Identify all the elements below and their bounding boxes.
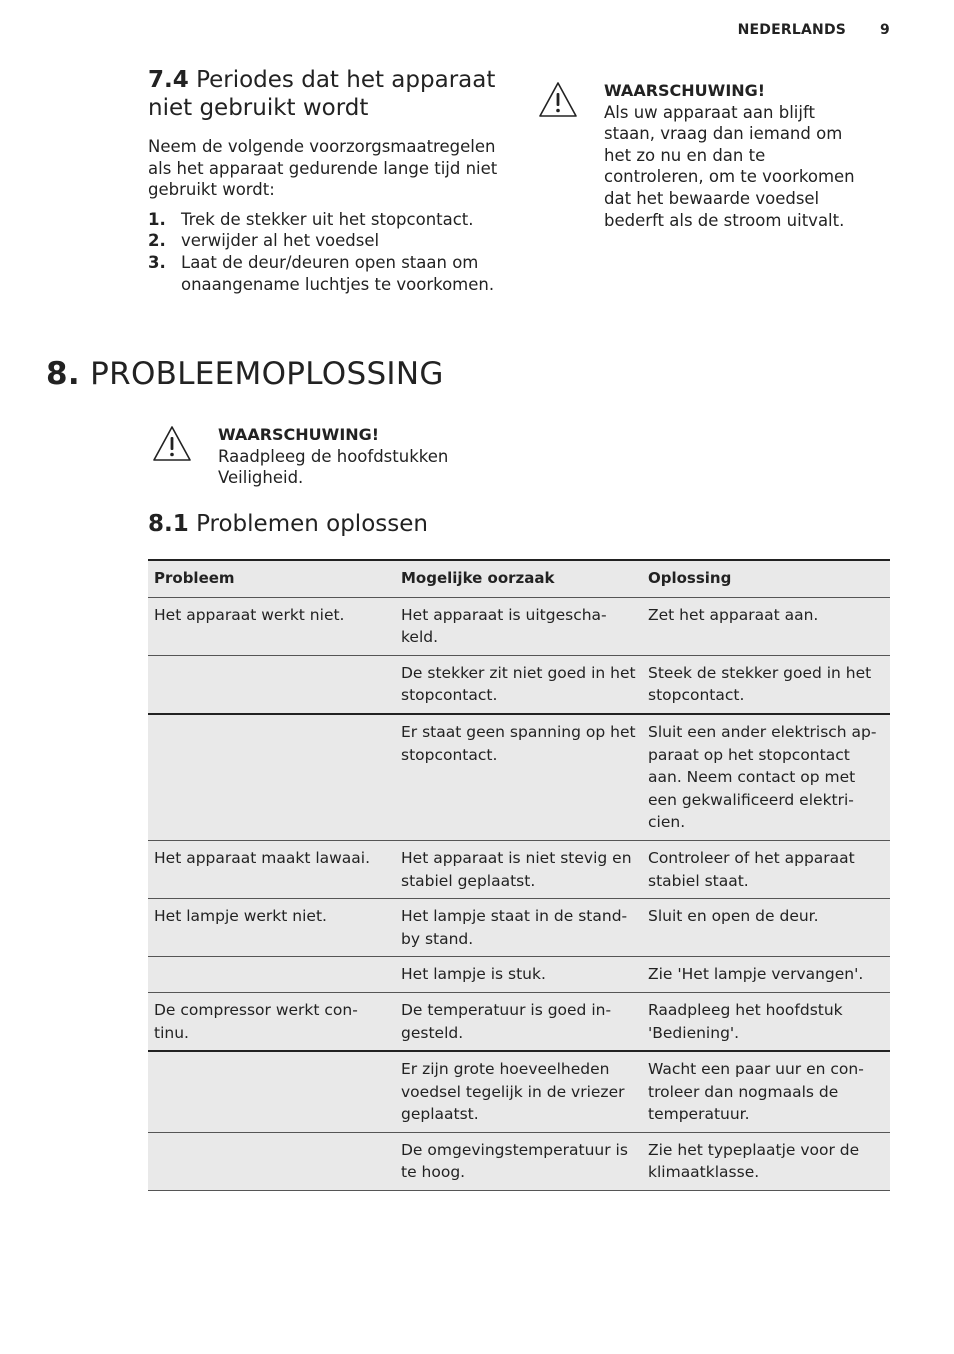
table-row: [148, 957, 890, 993]
cell-probleem: Het apparaat maakt lawaai.: [154, 848, 371, 867]
cell-oplossing: Sluit en open de deur.: [648, 907, 819, 926]
cell-probleem: [148, 714, 395, 840]
table-row: [148, 840, 890, 898]
section-8-1-number: 8.1: [148, 511, 189, 537]
cell-oorzaak: Het apparaat is niet stevig en stabiel geplaatst.: [401, 848, 632, 890]
cell-oplossing: Zie het typeplaatje voor de klimaatklasse.: [648, 1140, 860, 1182]
step-text: Trek de stekker uit het stopcontact.: [181, 209, 474, 229]
warning-box-right: [538, 80, 858, 231]
section-8-1-heading: [148, 510, 428, 538]
table-row: [148, 714, 890, 840]
list-item: [148, 209, 498, 231]
section-7-4-intro: Neem de volgende voorzorgsmaatregelen als het apparaat gedurende lange tijd niet gebruikt wordt:: [148, 137, 498, 200]
table-row: [148, 655, 890, 714]
section-8-heading: [46, 354, 444, 394]
table-row: [148, 1132, 890, 1190]
cell-oorzaak: De stekker zit niet goed in het stopcontact.: [401, 663, 636, 705]
cell-probleem: [148, 1132, 395, 1190]
section-7-4-title: Periodes dat het apparaat niet gebruikt wordt: [148, 67, 496, 121]
warning-triangle-icon: [152, 424, 192, 464]
section-8-title: PROBLEEMOPLOSSING: [90, 356, 444, 392]
page-number: 9: [880, 22, 890, 38]
warning-box-mid: [152, 424, 512, 489]
column-header-probleem: Probleem: [154, 569, 235, 587]
cell-oplossing: Controleer of het apparaat stabiel staat.: [648, 848, 855, 890]
section-7-4: [148, 66, 498, 295]
warning-text: Als uw apparaat aan blijft staan, vraag dan iemand om het zo nu en dan te controleren, om te voorkomen dat het bewaarde voedsel bederft als de stroom uitvalt.: [604, 102, 855, 230]
page-header: [738, 22, 890, 38]
step-number: 1.: [148, 209, 166, 229]
table-row: [148, 1051, 890, 1132]
table-header-row: [148, 560, 890, 597]
cell-oorzaak: Het apparaat is uitgescha-keld.: [401, 605, 607, 647]
section-7-4-number: 7.4: [148, 67, 189, 93]
cell-probleem: De compressor werkt con-tinu.: [154, 1000, 358, 1042]
header-language: NEDERLANDS: [737, 22, 847, 38]
cell-oorzaak: De temperatuur is goed in-gesteld.: [401, 1000, 612, 1042]
step-text: verwijder al het voedsel: [181, 231, 380, 251]
troubleshooting-table: [148, 559, 890, 1191]
cell-oorzaak: Het lampje is stuk.: [401, 965, 546, 984]
step-number: 3.: [148, 252, 166, 272]
warning-title: WAARSCHUWING!: [218, 425, 380, 444]
cell-oplossing: Wacht een paar uur en con-troleer dan nogmaals de temperatuur.: [648, 1060, 864, 1124]
cell-oplossing: Sluit een ander elektrisch ap-paraat op het stopcontact aan. Neem contact op met een gekwalificeerd elektri-cien.: [648, 722, 877, 832]
cell-oplossing: Zie 'Het lampje vervangen'.: [648, 965, 864, 984]
cell-oplossing: Zet het apparaat aan.: [648, 605, 819, 624]
cell-oplossing: Raadpleeg het hoofdstuk 'Bediening'.: [648, 1000, 843, 1042]
section-7-4-heading: [148, 66, 498, 122]
cell-probleem: [148, 957, 395, 993]
cell-oplossing: Steek de stekker goed in het stopcontact.: [648, 663, 872, 705]
table-row: [148, 597, 890, 655]
cell-probleem: Het apparaat werkt niet.: [154, 605, 345, 624]
cell-oorzaak: Er zijn grote hoeveelheden voedsel tegelijk in de vriezer geplaatst.: [401, 1060, 625, 1124]
step-number: 2.: [148, 231, 166, 251]
cell-oorzaak: Het lampje staat in de stand-by stand.: [401, 907, 628, 948]
step-text: Laat de deur/deuren open staan om onaangename luchtjes te voorkomen.: [181, 252, 495, 294]
warning-text: Raadpleeg de hoofdstukken Veiligheid.: [218, 446, 449, 488]
column-header-oplossing: Oplossing: [648, 569, 732, 587]
section-8-1-title: Problemen oplossen: [196, 511, 428, 537]
table-row: [148, 899, 890, 957]
table-row: [148, 992, 890, 1051]
cell-oorzaak: Er staat geen spanning op het stopcontact.: [401, 722, 636, 764]
cell-oorzaak: De omgevingstemperatuur is te hoog.: [401, 1140, 628, 1182]
warning-triangle-icon: [538, 80, 578, 120]
column-header-oorzaak: Mogelijke oorzaak: [401, 569, 555, 587]
cell-probleem: Het lampje werkt niet.: [154, 907, 327, 926]
list-item: [148, 252, 498, 295]
cell-probleem: [148, 655, 395, 714]
list-item: [148, 230, 498, 252]
cell-probleem: [148, 1051, 395, 1132]
warning-title: WAARSCHUWING!: [604, 81, 766, 100]
steps-list: [148, 209, 498, 295]
section-8-number: 8.: [46, 356, 80, 392]
